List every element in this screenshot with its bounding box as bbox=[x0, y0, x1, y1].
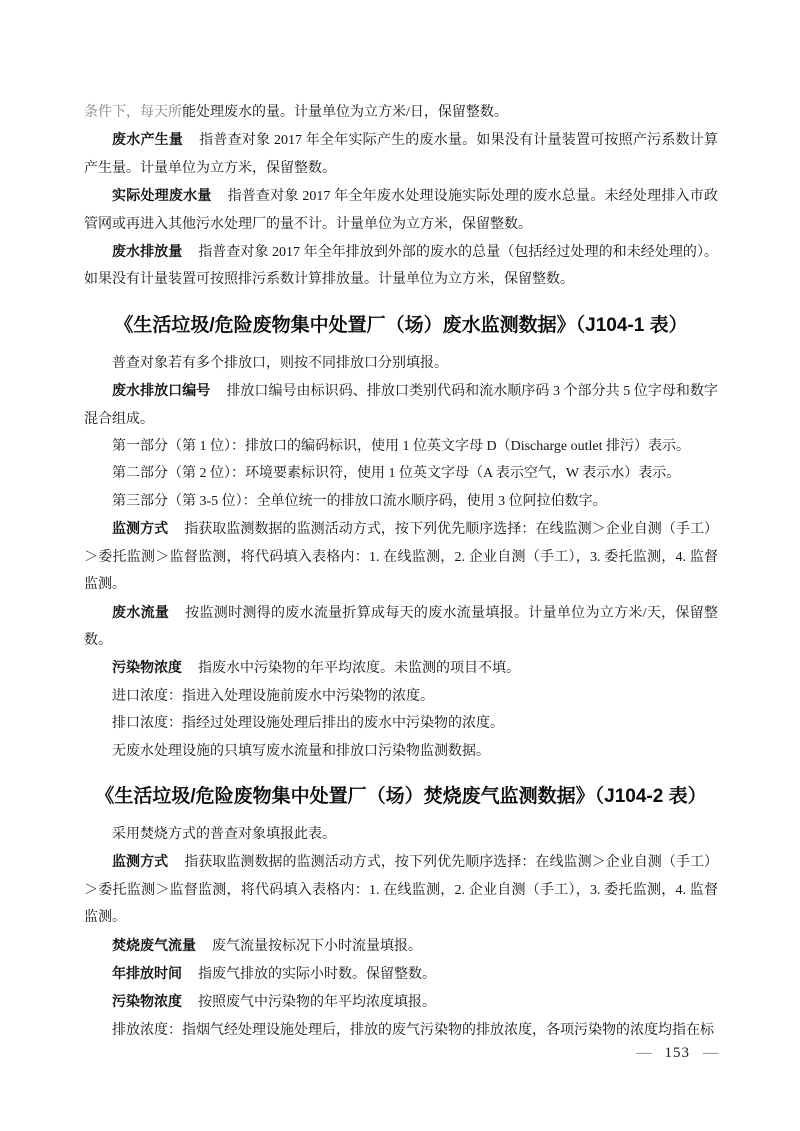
text-run: 指普查对象 2017 年全年废水处理设施实际处理的废水总量。未经处理排入市政管网或再进入其他污水处理厂的量不计。计量单位为立方米，保留整数。 bbox=[84, 189, 719, 232]
term-label: 废水排放口编号 bbox=[112, 382, 211, 399]
text-run: 排放口编号由标识码、排放口类别代码和流水顺序码 3 个部分共 5 位字母和数字混合组成。 bbox=[84, 384, 719, 427]
text-run: 排放浓度：指烟气经处理设施处理后，排放的废气污染物的排放浓度，各项污染物的浓度均指在标 bbox=[112, 1022, 714, 1038]
definition-paragraph bbox=[84, 654, 718, 682]
paragraph bbox=[84, 99, 718, 126]
section-heading: 《生活垃圾/危险废物集中处置厂（场）废水监测数据》（J104-1 表） bbox=[114, 314, 688, 336]
text-run: 指废气排放的实际小时数。保留整数。 bbox=[198, 966, 436, 982]
term-label: 废水产生量 bbox=[112, 131, 184, 148]
page-footer bbox=[637, 1041, 719, 1065]
text-run: 第一部分（第 1 位）：排放口的编码标识，使用 1 位英文字母 D（Discharge outlet 排污）表示。 bbox=[112, 439, 690, 455]
term-label: 年排放时间 bbox=[112, 964, 182, 981]
term-label: 废水排放量 bbox=[112, 243, 183, 260]
paragraph bbox=[84, 433, 718, 460]
paragraph bbox=[84, 350, 718, 377]
text-run: 按监测时测得的废水流量折算成每天的废水流量填报。计量单位为立方米/天，保留整数。 bbox=[84, 605, 719, 648]
text-run: 能处理废水的量。计量单位为立方米/日，保留整数。 bbox=[182, 105, 508, 120]
faded-text-run: 条件下，每天所 bbox=[84, 105, 182, 120]
document-body bbox=[84, 99, 718, 1044]
definition-paragraph bbox=[84, 182, 718, 238]
paragraph bbox=[84, 821, 718, 848]
text-run: 废气流量按标况下小时流量填报。 bbox=[212, 938, 422, 954]
term-label: 焚烧废气流量 bbox=[112, 936, 196, 953]
term-label: 监测方式 bbox=[112, 520, 169, 537]
term-label: 监测方式 bbox=[112, 853, 169, 870]
paragraph bbox=[84, 488, 718, 515]
definition-paragraph bbox=[84, 126, 718, 182]
definition-paragraph bbox=[84, 238, 718, 294]
paragraph bbox=[84, 710, 718, 737]
text-run: 指获取监测数据的监测活动方式，按下列优先顺序选择：在线监测＞企业自测（手工）＞委托监测＞监督监测，将代码填入表格内：1. 在线监测，2. 企业自测（手工），3. 委托监测，4. 监督监测。 bbox=[84, 522, 719, 593]
text-run: 采用焚烧方式的普查对象填报此表。 bbox=[112, 826, 336, 842]
footer-dash-left: — bbox=[636, 1045, 652, 1061]
text-run: 第三部分（第 3-5 位）：全单位统一的排放口流水顺序码，使用 3 位阿拉伯数字。 bbox=[112, 493, 607, 509]
paragraph bbox=[84, 683, 718, 710]
paragraph bbox=[84, 460, 718, 487]
paragraph bbox=[84, 1017, 718, 1044]
paragraph bbox=[84, 738, 718, 765]
term-label: 废水流量 bbox=[112, 603, 170, 620]
text-run: 指普查对象 2017 年全年排放到外部的废水的总量（包括经过处理的和未经处理的）。如果没有计量装置可按照排污系数计算排放量。计量单位为立方米，保留整数。 bbox=[84, 245, 719, 288]
definition-paragraph bbox=[84, 960, 718, 988]
text-run: 无废水处理设施的只填写废水流量和排放口污染物监测数据。 bbox=[112, 743, 490, 759]
footer-dash-right: — bbox=[703, 1045, 718, 1061]
text-run: 普查对象若有多个排放口，则按不同排放口分别填报。 bbox=[112, 355, 448, 371]
text-run: 进口浓度：指进入处理设施前废水中污染物的浓度。 bbox=[112, 688, 434, 704]
definition-paragraph bbox=[84, 599, 718, 655]
definition-paragraph bbox=[84, 515, 718, 598]
page-number: 153 bbox=[664, 1045, 690, 1061]
text-run: 指获取监测数据的监测活动方式，按下列优先顺序选择：在线监测＞企业自测（手工）＞委托监测＞监督监测，将代码填入表格内：1. 在线监测，2. 企业自测（手工），3. 委托监测，4. 监督监测。 bbox=[84, 855, 719, 926]
text-run: 第二部分（第 2 位）：环境要素标识符，使用 1 位英文字母（A 表示空气，W 表示水）表示。 bbox=[112, 466, 681, 482]
definition-paragraph bbox=[84, 932, 718, 960]
text-run: 指普查对象 2017 年全年实际产生的废水量。如果没有计量装置可按照产污系数计算产生量。计量单位为立方米，保留整数。 bbox=[84, 133, 718, 176]
term-label: 污染物浓度 bbox=[112, 659, 182, 676]
definition-paragraph bbox=[84, 988, 718, 1016]
text-run: 按照废气中污染物的年平均浓度填报。 bbox=[198, 995, 436, 1011]
definition-paragraph bbox=[84, 848, 718, 931]
text-run: 指废水中污染物的年平均浓度。未监测的项目不填。 bbox=[198, 661, 520, 677]
term-label: 实际处理废水量 bbox=[112, 187, 212, 204]
definition-paragraph bbox=[84, 377, 718, 433]
text-run: 排口浓度：指经过处理设施处理后排出的废水中污染物的浓度。 bbox=[112, 716, 504, 732]
term-label: 污染物浓度 bbox=[112, 993, 182, 1010]
section-heading: 《生活垃圾/危险废物集中处置厂（场）焚烧废气监测数据》（J104-2 表） bbox=[95, 785, 707, 807]
